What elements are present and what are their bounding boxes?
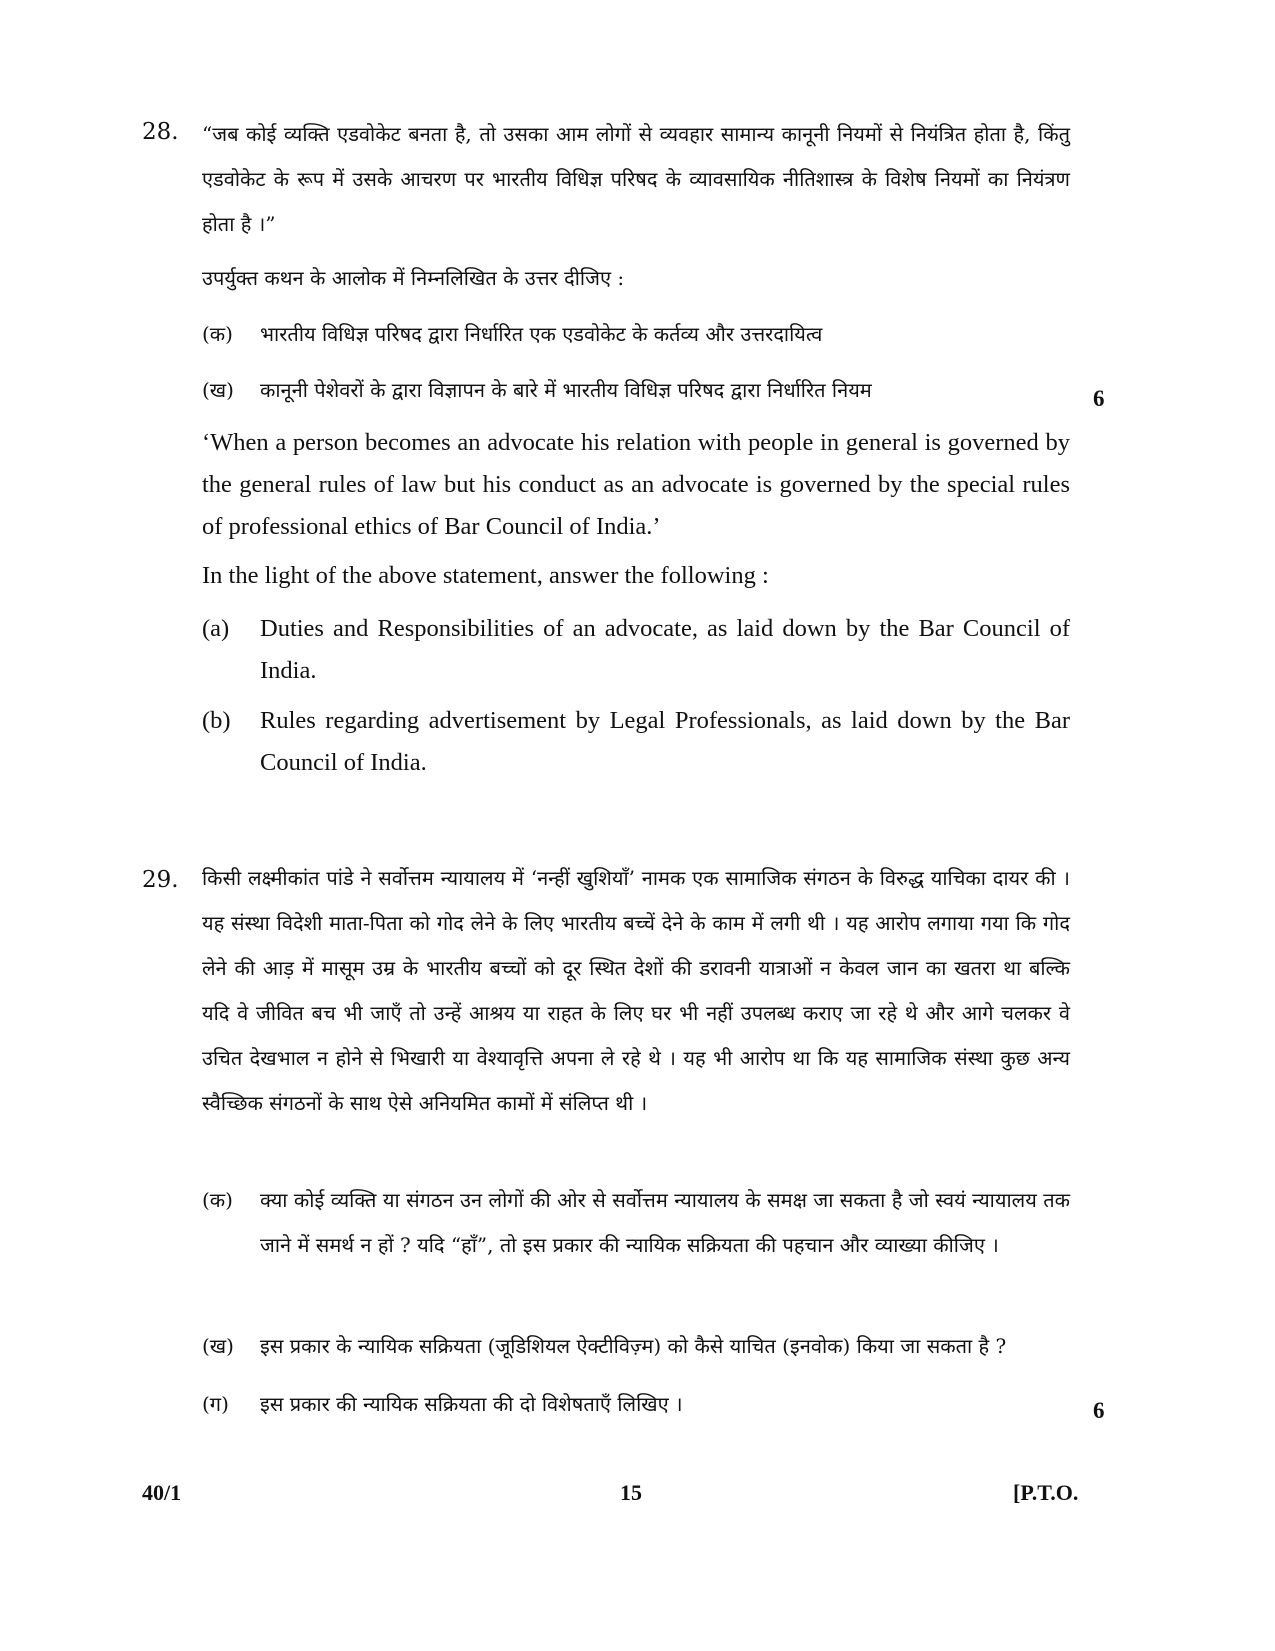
q29-hindi-part-ga: इस प्रकार की न्यायिक सक्रियता की दो विशेषताएँ लिखिए । — [260, 1392, 683, 1416]
q28-hindi-statement: “जब कोई व्यक्ति एडवोकेट बनता है, तो उसका आम लोगों से व्यवहार सामान्य कानूनी नियमों से नियंत्रित होता है, किंतु एडवोकेट के रूप में उसके आचरण पर भारतीय विधिज्ञ परिषद के व्यावसायिक नीतिशास्त्र के विशेष नियमों का नियंत्रण होता है ।” — [202, 122, 1070, 236]
paper-code: 40/1 — [142, 1480, 182, 1505]
q28-hindi-instruction: उपर्युक्त कथन के आलोक में निम्नलिखित के उत्तर दीजिए : — [202, 266, 625, 290]
q28-english-part-a: Duties and Responsibilities of an advocate, as laid down by the Bar Council of India. — [260, 615, 1070, 684]
q28-english-part-label-a: (a) — [202, 615, 230, 642]
q28-hindi-part-label-kha: (ख) — [202, 378, 234, 402]
q28-english-statement: ‘When a person becomes an advocate his relation with people in general is governed by the general rules of law but his conduct as an advocate is governed by the special rules of professional ethics of Bar Council of India.’ — [202, 429, 1070, 540]
q28-hindi-part-label-ka: (क) — [202, 322, 233, 346]
q29-hindi-statement: किसी लक्ष्मीकांत पांडे ने सर्वोत्तम न्यायालय में ‘नन्हीं खुशियाँ’ नामक एक सामाजिक संगठन के विरुद्ध याचिका दायर की । यह संस्था विदेशी माता-पिता को गोद लेने के लिए भारतीय बच्चें देने के काम में लगी थी । यह आरोप लगाया गया कि गोद लेने की आड़ में मासूम उम्र के भारतीय बच्चों को दूर स्थित देशों की डरावनी यात्राओं न केवल जान का खतरा था बल्कि यदि वे जीवित बच भी जाएँ तो उन्हें आश्रय या राहत के लिए घर भी नहीं उपलब्ध कराए जा रहे थे और आगे चलकर वे उचित देखभाल न होने से भिखारी या वेश्यावृत्ति अपना ले रहे थे । यह भी आरोप था कि यह सामाजिक संस्था कुछ अन्य स्वैच्छिक संगठनों के साथ ऐसे अनियमित कामों में संलिप्त थी । — [202, 866, 1070, 1115]
q28-hindi-part-ka: भारतीय विधिज्ञ परिषद द्वारा निर्धारित एक एडवोकेट के कर्तव्य और उत्तरदायित्व — [260, 322, 823, 346]
q29-hindi-part-label-ga: (ग) — [202, 1392, 229, 1416]
q29-hindi-part-label-ka: (क) — [202, 1188, 233, 1212]
pto-label: [P.T.O. — [1013, 1480, 1079, 1505]
q29-hindi-part-ka: क्या कोई व्यक्ति या संगठन उन लोगों की ओर से सर्वोत्तम न्यायालय के समक्ष जा सकता है जो स्वयं न्यायालय तक जाने में समर्थ न हों ? यदि “हाँ”, तो इस प्रकार की न्यायिक सक्रियता की पहचान और व्याख्या कीजिए । — [260, 1188, 1070, 1257]
question-number-28: 28. — [142, 119, 179, 145]
page-number: 15 — [620, 1480, 642, 1505]
q28-hindi-part-kha: कानूनी पेशेवरों के द्वारा विज्ञापन के बारे में भारतीय विधिज्ञ परिषद द्वारा निर्धारित नियम — [260, 378, 872, 402]
q28-marks: 6 — [1093, 386, 1105, 411]
q29-marks: 6 — [1093, 1398, 1105, 1423]
q28-english-instruction: In the light of the above statement, answer the following : — [202, 562, 769, 589]
q29-hindi-part-label-kha: (ख) — [202, 1334, 234, 1358]
question-number-29: 29. — [142, 867, 179, 893]
q28-english-part-label-b: (b) — [202, 707, 231, 734]
q29-hindi-part-kha: इस प्रकार के न्यायिक सक्रियता (जूडिशियल ऐक्टीविज़्म) को कैसे याचित (इनवोक) किया जा सकता है ? — [260, 1334, 1007, 1358]
q28-english-part-b: Rules regarding advertisement by Legal Professionals, as laid down by the Bar Council of India. — [260, 707, 1070, 776]
